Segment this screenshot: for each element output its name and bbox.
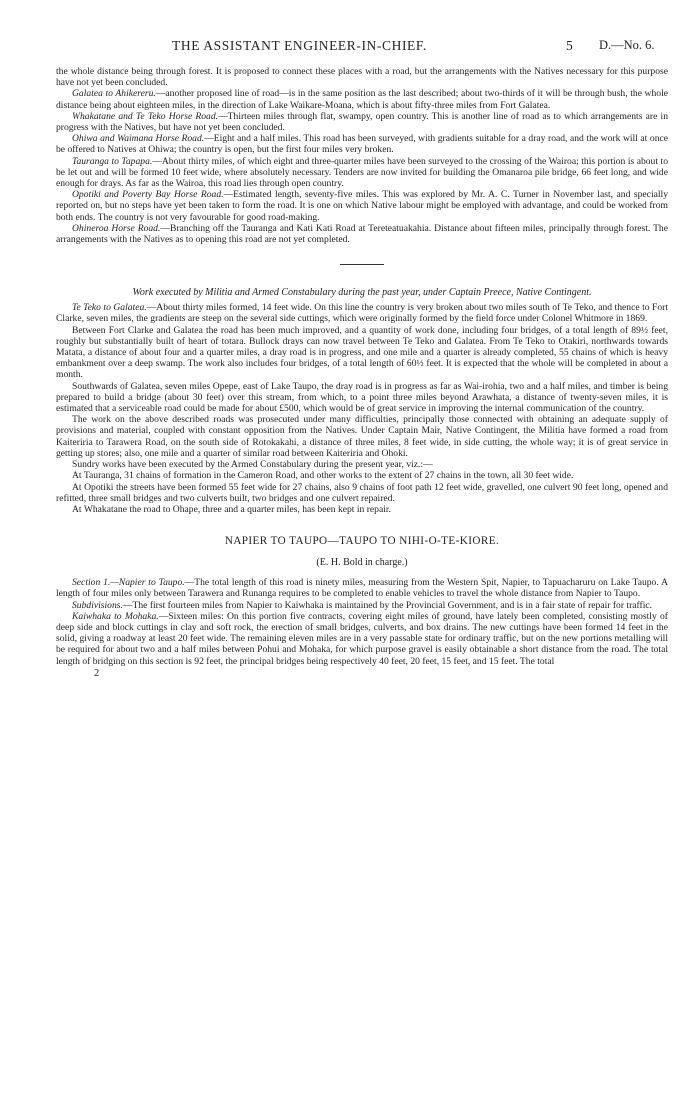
paragraph: Southwards of Galatea, seven miles Opepe, east of Lake Taupo, the dray road is in progress as far as Wai-irohia, two and a half miles, and timber is being prepared to build a bridge (about 30 feet) over this stream, from which, to a point three miles beyond Arawhata, a distance of twenty-seven miles, it is estimated that a serviceable road could be made for about £500, which would be of great service in improving the internal communication of the country. — [56, 380, 668, 415]
paragraph: At Opotiki the streets have been formed 55 feet wide for 27 chains, also 9 chains of foot path 12 feet wide, gravelled, one culvert 90 feet long, opened and refitted, three small bridges and two culverts built, two bridges and one culvert repaired. — [56, 481, 668, 504]
section-napier-taupo — [56, 535, 668, 679]
paragraph: The work on the above described roads was prosecuted under many difficulties, principally those connected with obtaining an adequate supply of provisions and material, coupled with constant opposition from the Natives. Under Captain Mair, Native Contingent, the Militia have formed a road from Kaiteriria to Tarawera Road, on the south side of Rotokakahi, a distance of three miles, 8 feet wide, in side cutting, the whole way; it is of great service in getting up stores; also, one mile and a quarter of similar road between Kaiteriria and Ohoki. — [56, 414, 668, 459]
paragraph: Whakatane and Te Teko Horse Road.—Thirteen miles through flat, swampy, open country. This is another line of road as to which arrangements are in progress with the Natives, but have not yet been concluded. — [56, 110, 668, 134]
paragraph: Ohiwa and Waimana Horse Road.—Eight and a half miles. This road has been surveyed, with gradients suitable for a dray road, and the work will at once be offered to Natives at Ohiwa; the country is open, but the first four miles very broken. — [56, 133, 669, 156]
paragraph: Section 1.—Napier to Taupo.—The total length of this road is ninety miles, measuring from the Western Spit, Napier, to Tapuacharuru on Lake Taupo. A length of four miles only between Tarawera and Runanga requires to be completed to enable vehicles to travel the whole distance from Napier to Taupo. — [56, 577, 668, 600]
paragraph: Sundry works have been executed by the Armed Constabulary during the present year, viz.:— — [72, 459, 433, 471]
section-heading: Work executed by Militia and Armed Constabulary during the past year, under Captain Preece, Native Contingent. — [132, 287, 592, 299]
in-charge-line: (E. H. Bold in charge.) — [316, 557, 408, 569]
paragraph: At Tauranga, 31 chains of formation in the Cameron Road, and other works to the extent of 27 chains in the town, all 30 feet wide. — [72, 470, 574, 482]
paragraph: Kaiwhaka to Mohaka.—Sixteen miles: On this portion five contracts, covering eight miles of ground, have lately been completed, consisting mostly of deep side and block cuttings in clay and soft rock, the erection of small bridges, culverts, and box drains. The new cuttings have been formed 14 feet in the solid, giving a roadway at least 20 feet wide. The remaining eleven miles are in a very passable state for ordinary traffic, but on the new portions metalling will be required for about two and a half miles between Pohui and Mohaka, for which purpose gravel is easily obtainable a short distance from the road. The total length of bridging on this section is 92 feet, the principal bridges being respectively 40 feet, 20 feet, 15 feet, and 15 feet. The total — [56, 610, 668, 667]
paragraph: Opotiki and Poverty Bay Horse Road.—Estimated length, seventy-five miles. This was explored by Mr. A. C. Turner in November last, and specially reported on, but no steps have yet been taken to form the road. It is one on which Native labour might be employed with advantage, and could be worked from both ends. The country is not very favourable for good road-making. — [56, 189, 668, 223]
document-page — [56, 38, 668, 679]
paragraph: Subdivisions.—The first fourteen miles from Napier to Kaiwhaka is maintained by the Provincial Government, and is in a fair state of repair for traffic. — [72, 599, 653, 611]
signature-mark: 2 — [94, 667, 100, 679]
section-proposed-roads — [56, 66, 668, 245]
document-reference: D.—No. 6. — [599, 38, 655, 52]
paragraph: Tauranga to Tapapa.—About thirty miles, of which eight and three-quarter miles have been surveyed to the crossing of the Wairoa; this portion is about to be let out and will be formed 10 feet wide, where absolutely necessary. Tenders are now invited for building the Omanaroa pile bridge, 66 feet long, and wide enough for drays. As far as the Wairoa, this road lies through open country. — [56, 155, 668, 190]
paragraph: the whole distance being through forest. It is proposed to connect these places with a road, but the arrangements with the Natives necessary for this purpose have not yet been concluded. — [56, 66, 668, 89]
page-header — [56, 38, 668, 60]
paragraph: At Whakatane the road to Ohape, three and a quarter miles, has been kept in repair. — [72, 503, 391, 515]
paragraph: Galatea to Ahikereru.—another proposed line of road—is in the same position as the last described; about two-thirds of it will be through bush, the whole distance being about eighteen miles, in the direction of Lake Waikare-Moana, which is about fifty-three miles from Fort Galatea. — [56, 88, 668, 111]
paragraph: Ohineroa Horse Road.—Branching off the Tauranga and Kati Kati Road at Tereteatuakahia. Distance about fifteen miles, principally through forest. The arrangements with the Natives as to opening this road are not yet completed. — [56, 222, 668, 246]
page-number: 5 — [566, 38, 573, 53]
section-divider — [340, 264, 384, 265]
section-heading: NAPIER TO TAUPO—TAUPO TO NIHI-O-TE-KIORE. — [224, 535, 500, 548]
paragraph: Between Fort Clarke and Galatea the road has been much improved, and a quantity of work done, including four bridges, of a total length of 89½ feet, roughly but substantially built of heart of totara. Bullock drays can now travel between Te Teko and Galatea. From Te Teko to Otakiri, northwards towards Matata, a distance of about four and a quarter miles, a dray road is in progress, and one mile and a quarter is already completed, 55 chains of which is heavy embankment over a deep swamp. The work also includes four bridges, of a total length of 60½ feet. It is expected that the whole will be completed in about a month. — [56, 324, 668, 381]
running-title: THE ASSISTANT ENGINEER-IN-CHIEF. — [172, 38, 427, 53]
paragraph: Te Teko to Galatea.—About thirty miles formed, 14 feet wide. On this line the country is very broken about two miles south of Te Teko, and thence to Fort Clarke, seven miles, the gradients are steep on the several side cuttings, which were originally formed by the field force under Colonel Whitmore in 1869. — [56, 302, 668, 325]
section-militia-works — [56, 287, 668, 515]
